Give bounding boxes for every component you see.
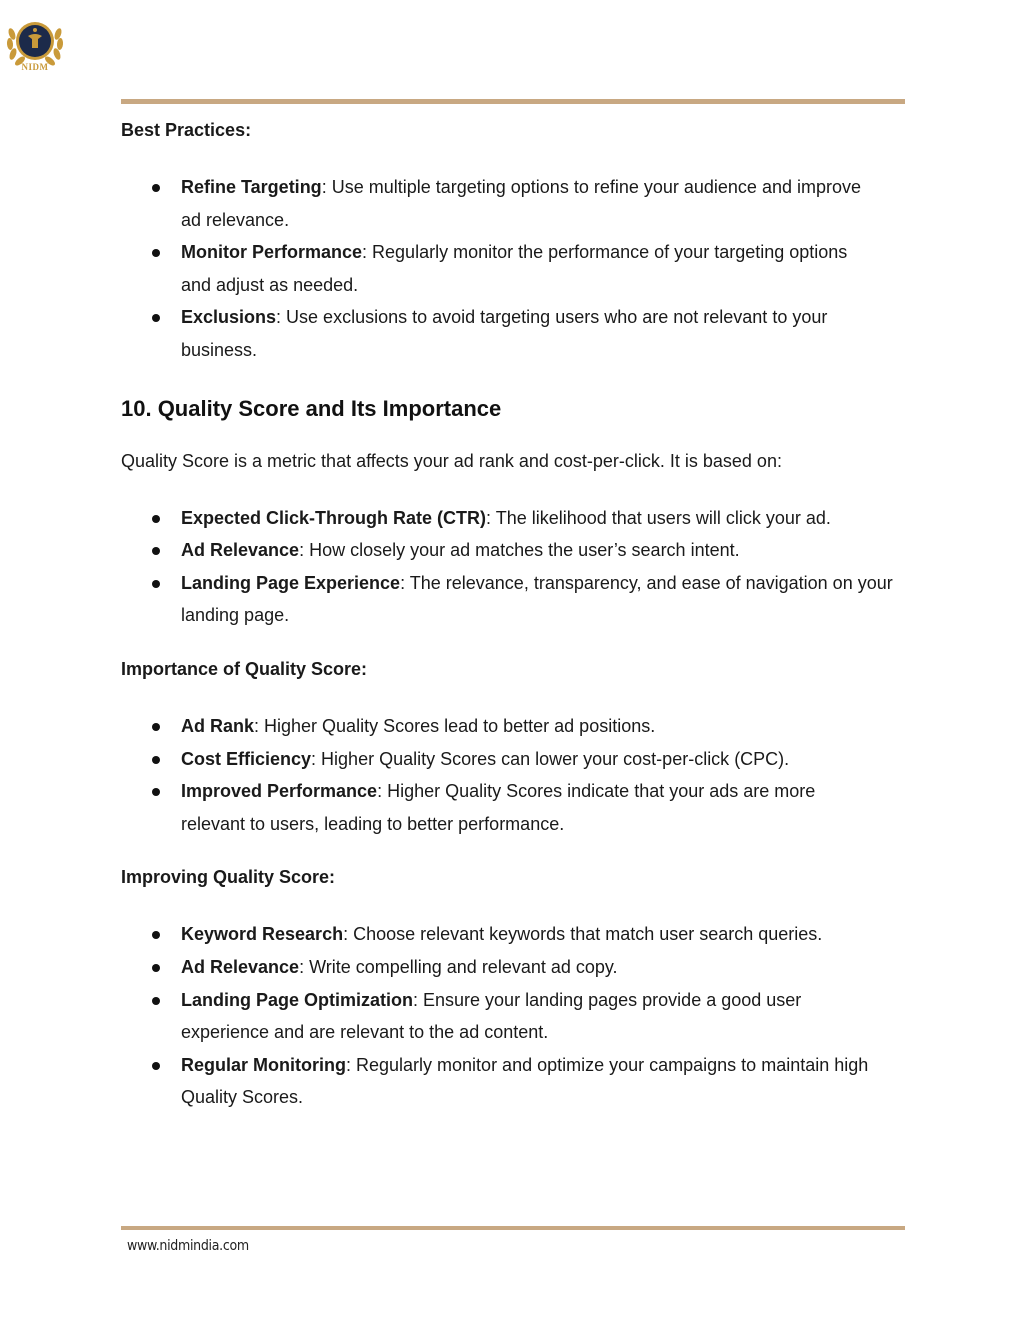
list-item — [121, 567, 905, 632]
item-term: Ad Rank — [181, 715, 255, 736]
best-practices-heading: Best Practices: — [121, 120, 252, 140]
list-item — [121, 710, 881, 743]
item-term: Landing Page Optimization — [181, 989, 414, 1010]
bullet-icon — [152, 931, 160, 939]
item-text: : The relevance, transparency, and ease of navigation on your landing page. — [181, 572, 893, 626]
bullet-icon — [152, 964, 160, 972]
bullet-icon — [152, 756, 160, 764]
list-item — [121, 951, 881, 984]
bullet-icon — [152, 580, 160, 588]
section-heading-quality-score: 10. Quality Score and Its Importance — [121, 395, 502, 421]
best-practices-list — [121, 171, 905, 367]
item-term: Expected Click-Through Rate (CTR) — [181, 507, 487, 528]
improving-heading: Improving Quality Score: — [121, 867, 336, 888]
bullet-icon — [152, 314, 160, 322]
list-item — [121, 171, 881, 236]
item-text: : Higher Quality Scores can lower your cost-per-click (CPC). — [311, 748, 790, 769]
item-text: : Choose relevant keywords that match user search queries. — [343, 924, 823, 945]
list-item — [121, 743, 881, 776]
list-item — [121, 775, 881, 840]
item-text: : Regularly monitor and optimize your campaigns to maintain high Quality Scores. — [181, 1054, 869, 1108]
footer-rule — [121, 1226, 905, 1230]
bullet-icon — [152, 249, 160, 257]
item-text: : Regularly monitor the performance of your targeting options and adjust as needed. — [181, 242, 848, 295]
item-term: Improved Performance — [181, 781, 378, 802]
item-term: Ad Relevance — [181, 540, 300, 561]
item-text: : Higher Quality Scores indicate that your ads are more relevant to users, leading to better performance. — [181, 781, 816, 834]
bullet-icon — [152, 184, 160, 192]
item-term: Keyword Research — [181, 924, 344, 945]
footer-url[interactable]: www.nidmindia.com — [127, 1238, 249, 1254]
item-text: : Use exclusions to avoid targeting users who are not relevant to your business. — [181, 307, 828, 360]
list-item — [121, 984, 881, 1049]
item-text: : The likelihood that users will click your ad. — [486, 507, 831, 528]
improving-list — [121, 918, 905, 1114]
item-text: : Ensure your landing pages provide a good user experience and are relevant to the ad content. — [181, 989, 802, 1043]
list-item — [121, 918, 881, 951]
item-text: : How closely your ad matches the user’s search intent. — [299, 540, 740, 561]
nidm-logo — [4, 8, 66, 74]
bullet-icon — [152, 723, 160, 731]
item-term: Cost Efficiency — [181, 748, 312, 769]
item-term: Regular Monitoring — [181, 1054, 346, 1075]
quality-score-factors-list — [121, 502, 905, 632]
list-item — [121, 534, 905, 567]
importance-heading: Importance of Quality Score: — [121, 658, 368, 679]
list-item — [121, 236, 881, 301]
item-term: Exclusions — [181, 307, 277, 328]
quality-score-intro: Quality Score is a metric that affects your ad rank and cost-per-click. It is based on: — [121, 450, 782, 471]
bullet-icon — [152, 515, 160, 523]
bullet-icon — [152, 788, 160, 796]
item-text: : Write compelling and relevant ad copy. — [299, 956, 618, 977]
item-term: Refine Targeting — [181, 177, 322, 197]
bullet-icon — [152, 1062, 160, 1070]
list-item — [121, 502, 905, 535]
importance-list — [121, 710, 905, 840]
item-term: Monitor Performance — [181, 242, 363, 263]
bullet-icon — [152, 547, 160, 555]
logo-text: NIDM — [21, 62, 49, 72]
item-term: Landing Page Experience — [181, 572, 401, 593]
list-item — [121, 301, 881, 366]
item-text: : Higher Quality Scores lead to better ad positions. — [254, 715, 656, 736]
item-term: Ad Relevance — [181, 956, 300, 977]
item-text: : Use multiple targeting options to refine your audience and improve ad relevance. — [181, 177, 861, 230]
page-content — [121, 118, 905, 1114]
list-item — [121, 1049, 891, 1114]
header-rule — [121, 99, 905, 104]
bullet-icon — [152, 997, 160, 1005]
